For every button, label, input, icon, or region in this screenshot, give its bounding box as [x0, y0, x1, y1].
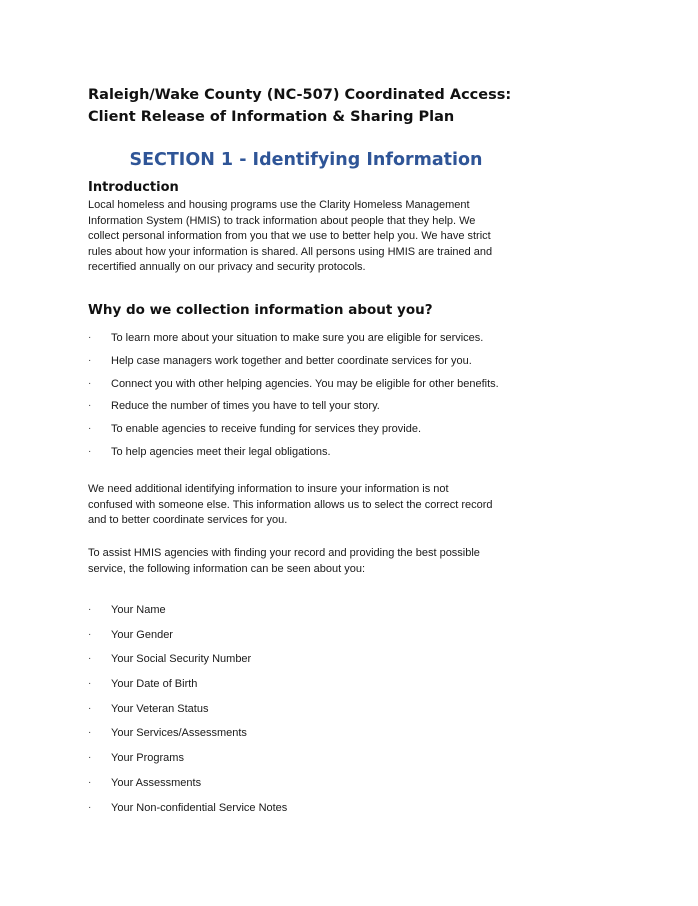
document-title-line-1: Raleigh/Wake County (NC-507) Coordinated Access:: [88, 87, 512, 103]
list-item-text: Your Assessments: [111, 776, 202, 789]
additional-info-line: confused with someone else. This information allows us to select the correct record: [88, 498, 493, 511]
introduction-line: collect personal information from you that we use to better help you. We have strict: [88, 230, 491, 242]
bullet-icon: ·: [88, 801, 92, 813]
list-item-text: To help agencies meet their legal obligations.: [111, 445, 331, 458]
list-item-text: Help case managers work together and better coordinate services for you.: [111, 354, 472, 367]
bullet-icon: ·: [88, 702, 92, 714]
assist-paragraph: [88, 546, 534, 577]
introduction-line: Local homeless and housing programs use the Clarity Homeless Management: [88, 199, 470, 211]
bullet-icon: ·: [88, 400, 92, 412]
document-title-line-2: Client Release of Information & Sharing Plan: [88, 109, 455, 125]
list-item-text: Your Programs: [111, 752, 184, 765]
introduction-line: recertified annually on our privacy and security protocols.: [88, 261, 366, 273]
introduction-line: rules about how your information is shared. All persons using HMIS are trained and: [88, 245, 493, 258]
bullet-icon: ·: [88, 678, 92, 690]
additional-info-line: We need additional identifying information to insure your information is not: [88, 483, 449, 495]
list-item-text: Your Non-confidential Service Notes: [111, 801, 288, 814]
why-collect-heading: Why do we collection information about you?: [88, 302, 433, 318]
list-item-text: Your Social Security Number: [111, 653, 252, 666]
bullet-icon: ·: [88, 776, 92, 788]
list-item-text: To enable agencies to receive funding for services they provide.: [111, 423, 422, 436]
list-item-text: Your Gender: [111, 628, 173, 641]
list-item-text: To learn more about your situation to make sure you are eligible for services.: [111, 332, 484, 344]
bullet-icon: ·: [88, 423, 92, 435]
bullet-icon: ·: [88, 604, 92, 615]
bullet-icon: ·: [88, 354, 92, 366]
section-heading: SECTION 1 - Identifying Information: [129, 150, 483, 170]
bullet-icon: ·: [88, 752, 92, 764]
introduction-heading: Introduction: [88, 180, 179, 195]
additional-info-line: and to better coordinate services for you.: [88, 514, 288, 526]
list-item-text: Your Date of Birth: [111, 678, 198, 691]
list-item-text: Your Name: [111, 604, 166, 616]
assist-line: service, the following information can be seen about you:: [88, 562, 365, 575]
bullet-icon: ·: [88, 377, 92, 389]
list-item-text: Your Services/Assessments: [111, 727, 247, 740]
additional-info-paragraph: [88, 482, 534, 529]
bullet-icon: ·: [88, 628, 92, 640]
bullet-icon: ·: [88, 727, 92, 739]
assist-line: To assist HMIS agencies with finding your record and providing the best possible: [88, 547, 480, 559]
bullet-icon: ·: [88, 332, 92, 343]
list-item-text: Your Veteran Status: [111, 702, 209, 715]
bullet-icon: ·: [88, 445, 92, 457]
document-title: [88, 84, 548, 128]
list-item-text: Connect you with other helping agencies. You may be eligible for other benefits.: [111, 377, 499, 390]
list-item-text: Reduce the number of times you have to tell your story.: [111, 400, 380, 413]
introduction-paragraph: [88, 198, 534, 276]
bullet-icon: ·: [88, 653, 92, 665]
introduction-line: Information System (HMIS) to track information about people that they help. We: [88, 214, 476, 227]
